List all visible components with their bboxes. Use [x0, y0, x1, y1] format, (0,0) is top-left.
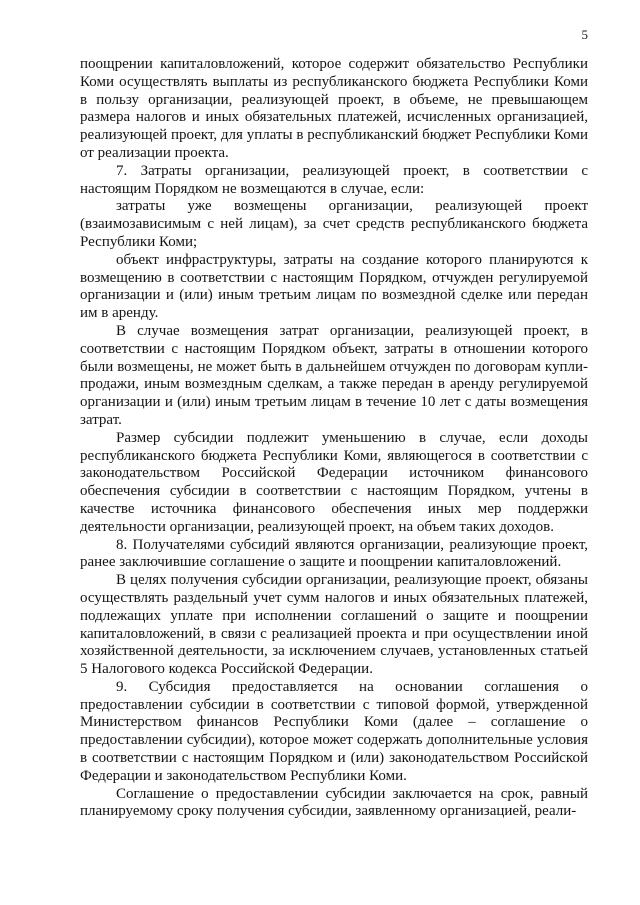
paragraph: Соглашение о предоставлении субсидии заключается на срок, равный планируемому сроку получения субсидии, заявленному организацией, реали- [80, 785, 588, 820]
paragraph: поощрении капиталовложений, которое содержит обязательство Республики Коми осуществлять выплаты из республиканского бюджета Республики Коми в пользу организации, реализующей проект, в объеме, не превышающем размера налогов и иных обязательных платежей, исчисленных организацией, реализующей проект, для уплаты в республиканский бюджет Республики Коми от реализации проекта. [80, 56, 588, 161]
document-body [80, 56, 588, 821]
page-number: 5 [581, 27, 588, 42]
paragraph: В случае возмещения затрат организации, реализующей проект, в соответствии с настоящим Порядком объект, затраты в отношении которого были возмещены, не может быть в дальнейшем отчужден по договорам купли-продажи, иным возмездным сделкам, а также передан в аренду регулируемой организации и (или) иным третьим лицам в течение 10 лет с даты возмещения затрат. [80, 322, 588, 428]
paragraph: В целях получения субсидии организации, реализующие проект, обязаны осуществлять раздельный учет сумм налогов и иных обязательных платежей, подлежащих уплате при исполнении соглашений о защите и поощрении капиталовложений, в связи с реализацией проекта и при осуществлении иной хозяйственной деятельности, за исключением случаев, установленных статьей 5 Налогового кодекса Российской Федерации. [80, 572, 588, 678]
paragraph: 7. Затраты организации, реализующей проект, в соответствии с настоящим Порядком не возмещаются в случае, если: [80, 162, 588, 197]
paragraph: объект инфраструктуры, затраты на создание которого планируются к возмещению в соответствии с настоящим Порядком, отчужден регулируемой организации и (или) иным третьим лицам по возмездной сделке или передан им в аренду. [80, 251, 588, 322]
paragraph: 8. Получателями субсидий являются организации, реализующие проект, ранее заключившие соглашение о защите и поощрении капиталовложений. [80, 536, 588, 571]
paragraph: затраты уже возмещены организации, реализующей проект (взаимозависимым с ней лицам), за счет средств республиканского бюджета Республики Коми; [80, 198, 588, 250]
paragraph: 9. Субсидия предоставляется на основании соглашения о предоставлении субсидии в соответствии с типовой формой, утвержденной Министерством финансов Республики Коми (далее – соглашение о предоставлении субсидии), которое может содержать дополнительные условия в соответствии с настоящим Порядком и (или) законодательством Российской Федерации и законодательством Республики Коми. [80, 678, 588, 784]
paragraph: Размер субсидии подлежит уменьшению в случае, если доходы республиканского бюджета Республики Коми, являющегося в соответствии с законодательством Российской Федерации источником финансового обеспечения субсидии в соответствии с настоящим Порядком, учтены в качестве источника финансового обеспечения иных мер поддержки деятельности организации, реализующей проект, на объем таких доходов. [80, 429, 588, 535]
